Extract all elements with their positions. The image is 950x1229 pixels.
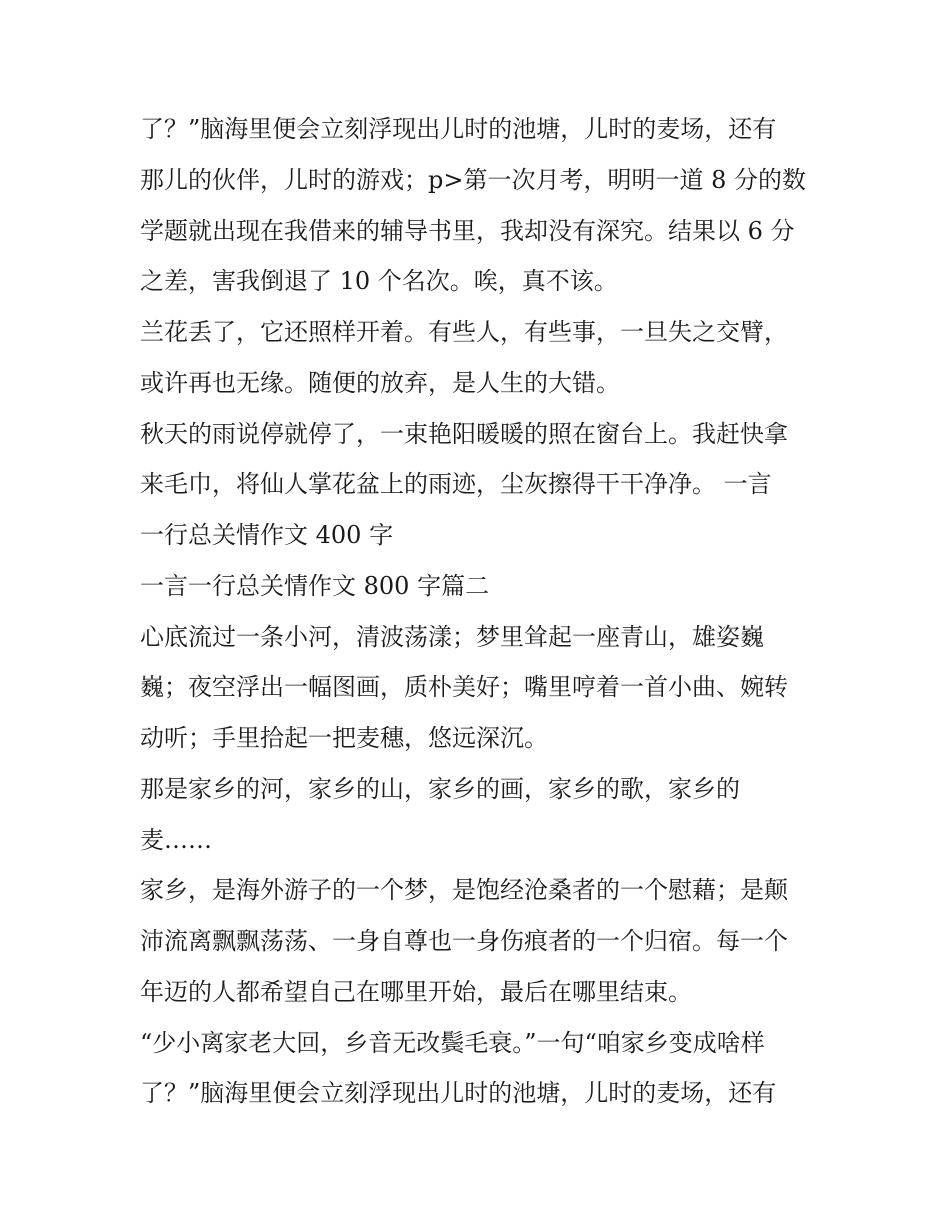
essay-text-block	[140, 104, 820, 1119]
text-line: 了？”脑海里便会立刻浮现出儿时的池塘，儿时的麦场，还有	[140, 115, 777, 143]
text-line: 巍；夜空浮出一幅图画，质朴美好；嘴里哼着一首小曲、婉转	[140, 673, 788, 702]
text-line: 沛流离飘飘荡荡、一身自尊也一身伤痕者的一个归宿。每一个	[140, 927, 788, 955]
text-line: 那是家乡的河，家乡的山，家乡的画，家乡的歌，家乡的	[140, 774, 740, 803]
text-line: 那儿的伙伴，儿时的游戏；p>第一次月考，明明一道 8 分的数	[140, 165, 806, 194]
text-line: 心底流过一条小河，清波荡漾；梦里耸起一座青山，雄姿巍	[140, 622, 764, 651]
essay-title-line: 一行总关情作文 400 字	[140, 521, 394, 549]
text-line: 来毛巾，将仙人掌花盆上的雨迹，尘灰擦得干干净净。 一言	[140, 470, 772, 499]
text-line: 秋天的雨说停就停了，一束艳阳暖暖的照在窗台上。我赶快拿	[140, 419, 788, 448]
text-line: “少小离家老大回，乡音无改鬓毛衰。”一句“咱家乡变成啥样	[140, 1028, 765, 1057]
text-line: 兰花丢了，它还照样开着。有些人，有些事，一旦失之交臂，	[140, 318, 788, 346]
text-line: 了？”脑海里便会立刻浮现出儿时的池塘，儿时的麦场，还有	[140, 1079, 777, 1108]
text-line: 或许再也无缘。随便的放弃，是人生的大错。	[140, 368, 620, 397]
text-line: 家乡，是海外游子的一个梦，是饱经沧桑者的一个慰藉；是颠	[140, 876, 788, 905]
text-line: 学题就出现在我借来的辅导书里，我却没有深究。结果以 6 分	[140, 216, 795, 245]
text-line: 之差，害我倒退了 10 个名次。唉，真不该。	[140, 267, 618, 296]
text-line: 年迈的人都希望自己在哪里开始，最后在哪里结束。	[140, 977, 692, 1006]
section-heading: 一言一行总关情作文 800 字篇二	[140, 571, 490, 600]
text-line: 麦……	[140, 825, 212, 854]
text-line: 动听；手里拾起一把麦穗，悠远深沉。	[140, 724, 548, 752]
